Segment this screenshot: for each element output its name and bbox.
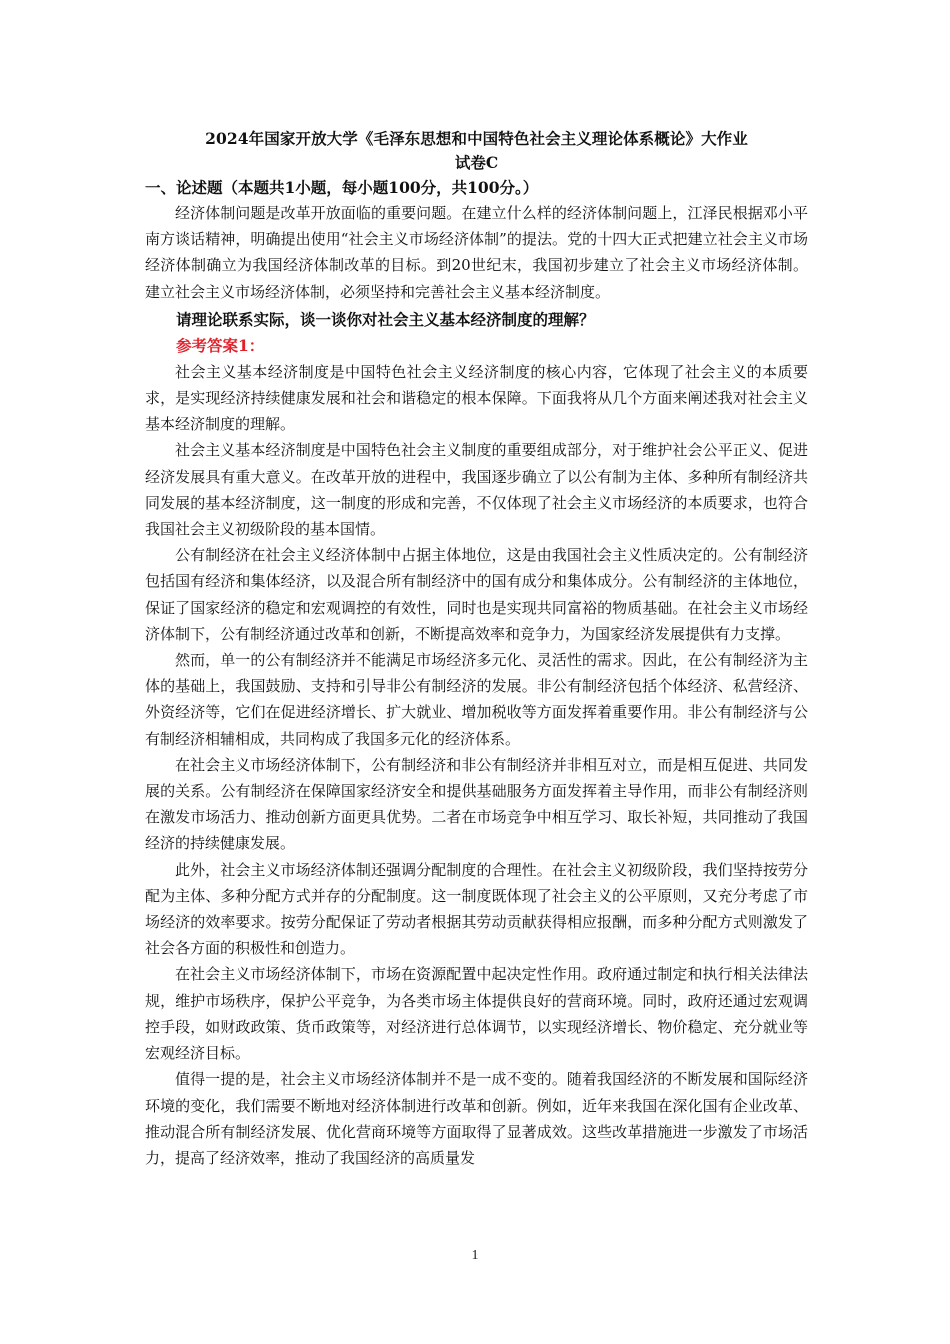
document-title: 2024年国家开放大学《毛泽东思想和中国特色社会主义理论体系概论》大作业 [205, 129, 748, 148]
answer-paragraph: 社会主义基本经济制度是中国特色社会主义制度的重要组成部分，对于维护社会公平正义、促进经济发展具有重大意义。在改革开放的进程中，我国逐步确立了以公有制为主体、多种所有制经济共同发展的基本经济制度，这一制度的形成和完善，不仅体现了社会主义市场经济的本质要求，也符合我国社会主义初级阶段的基本国情。 [145, 441, 808, 539]
section-heading: 一、论述题（本题共1小题，每小题100分，共100分。） [145, 178, 539, 197]
answer-paragraph: 然而，单一的公有制经济并不能满足市场经济多元化、灵活性的需求。因此，在公有制经济为主体的基础上，我国鼓励、支持和引导非公有制经济的发展。非公有制经济包括个体经济、私营经济、外资经济等，它们在促进经济增长、扩大就业、增加税收等方面发挥着重要作用。非公有制经济与公有制经济相辅相成，共同构成了我国多元化的经济体系。 [145, 651, 808, 748]
question-text: 请理论联系实际，谈一谈你对社会主义基本经济制度的理解？ [176, 309, 595, 329]
answer-paragraph: 社会主义基本经济制度是中国特色社会主义经济制度的核心内容，它体现了社会主义的本质要求，是实现经济持续健康发展和社会和谐稳定的根本保障。下面我将从几个方面来阐述我对社会主义基本经济制度的理解。 [145, 362, 808, 434]
document-subtitle: 试卷C [454, 153, 499, 172]
answer-paragraph: 值得一提的是，社会主义市场经济体制并不是一成不变的。随着我国经济的不断发展和国际经济环境的变化，我们需要不断地对经济体制进行改革和创新。例如，近年来我国在深化国有企业改革、推动混合所有制经济发展、优化营商环境等方面取得了显著成效。这些改革措施进一步激发了市场活力，提高了经济效率，推动了我国经济的高质量发 [145, 1070, 808, 1167]
answer-paragraph: 公有制经济在社会主义经济体制中占据主体地位，这是由我国社会主义性质决定的。公有制经济包括国有经济和集体经济，以及混合所有制经济中的国有成分和集体成分。公有制经济的主体地位，保证了国家经济的稳定和宏观调控的有效性，同时也是实现共同富裕的物质基础。在社会主义市场经济体制下，公有制经济通过改革和创新，不断提高效率和竞争力，为国家经济发展提供有力支撑。 [145, 546, 808, 643]
document-body [145, 128, 808, 1171]
page-number: 1 [471, 1248, 479, 1263]
answer-paragraph: 在社会主义市场经济体制下，市场在资源配置中起决定性作用。政府通过制定和执行相关法律法规，维护市场秩序，保护公平竞争，为各类市场主体提供良好的营商环境。同时，政府还通过宏观调控手段，如财政政策、货币政策等，对经济进行总体调节，以实现经济增长、物价稳定、充分就业等宏观经济目标。 [145, 965, 808, 1063]
answer-paragraph: 在社会主义市场经济体制下，公有制经济和非公有制经济并非相互对立，而是相互促进、共同发展的关系。公有制经济在保障国家经济安全和提供基础服务方面发挥着主导作用，而非公有制经济则在激发市场活力、推动创新方面更具优势。二者在市场竞争中相互学习、取长补短，共同推动了我国经济的持续健康发展。 [145, 755, 808, 853]
answer-label: 参考答案1： [176, 335, 265, 355]
intro-paragraph: 经济体制问题是改革开放面临的重要问题。在建立什么样的经济体制问题上，江泽民根据邓小平南方谈话精神，明确提出使用“社会主义市场经济体制”的提法。党的十四大正式把建立社会主义市场经济体制确立为我国经济体制改革的目标。到20世纪末，我国初步建立了社会主义市场经济体制。建立社会主义市场经济体制，必须坚持和完善社会主义基本经济制度。 [145, 204, 808, 301]
answer-paragraph: 此外，社会主义市场经济体制还强调分配制度的合理性。在社会主义初级阶段，我们坚持按劳分配为主体、多种分配方式并存的分配制度。这一制度既体现了社会主义的公平原则，又充分考虑了市场经济的效率要求。按劳分配保证了劳动者根据其劳动贡献获得相应报酬，而多种分配方式则激发了社会各方面的积极性和创造力。 [145, 860, 808, 958]
